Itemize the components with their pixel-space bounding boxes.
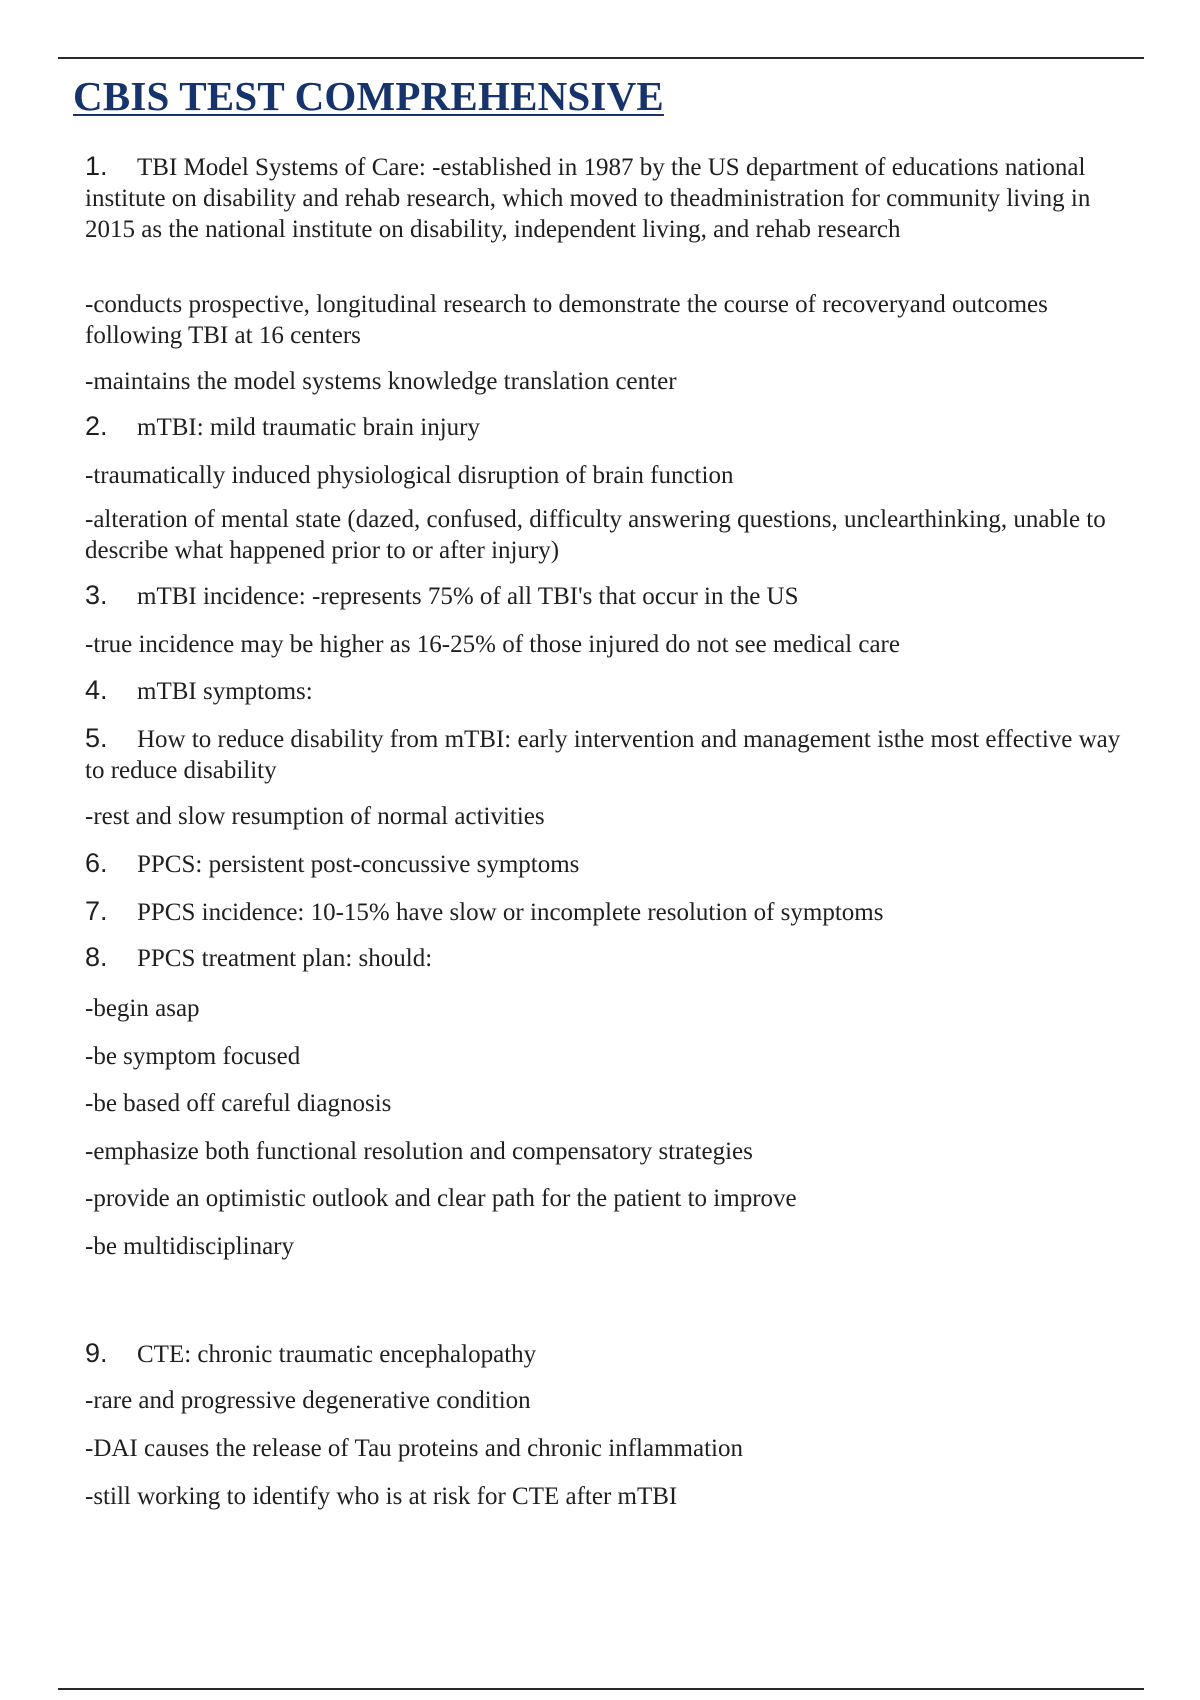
top-rule — [58, 57, 1144, 59]
item-8-note-4: -emphasize both functional resolution and compensatory strategies — [85, 1138, 753, 1165]
item-text: mTBI: mild traumatic brain injury — [137, 414, 480, 441]
item-text: TBI Model Systems of Care: -established in 1987 by the US department of educations national institute on disability and rehab research, which moved to theadministration for community living in 2015 as the national institute on disability, independent living, and rehab research — [85, 154, 1091, 243]
item-number: 3. — [85, 580, 108, 610]
item-8-note-1: -begin asap — [85, 995, 200, 1022]
item-number: 6. — [85, 848, 108, 878]
item-text: CTE: chronic traumatic encephalopathy — [137, 1341, 537, 1368]
item-9-note-1: -rare and progressive degenerative condition — [85, 1387, 531, 1414]
item-1-note-1: -conducts prospective, longitudinal research to demonstrate the course of recoveryand outcomes following TBI at 16 centers — [85, 291, 1048, 349]
item-number: 8. — [85, 942, 108, 972]
item-5 — [85, 723, 1145, 786]
item-3-note-1: -true incidence may be higher as 16-25% of those injured do not see medical care — [85, 631, 900, 658]
item-4 — [85, 675, 1145, 707]
item-number: 1. — [85, 151, 108, 181]
item-9-note-2: -DAI causes the release of Tau proteins and chronic inflammation — [85, 1435, 743, 1462]
item-2 — [85, 411, 1145, 443]
item-9 — [85, 1338, 1145, 1370]
document-title: CBIS TEST COMPREHENSIVE — [73, 73, 664, 119]
item-2-note-1: -traumatically induced physiological disruption of brain function — [85, 462, 734, 489]
item-6 — [85, 848, 1145, 880]
item-8-note-2: -be symptom focused — [85, 1043, 301, 1070]
item-3 — [85, 580, 1145, 612]
item-text: PPCS incidence: 10-15% have slow or incomplete resolution of symptoms — [137, 899, 884, 926]
item-7 — [85, 896, 1145, 928]
item-8 — [85, 942, 1145, 974]
item-1-note-2: -maintains the model systems knowledge translation center — [85, 368, 677, 395]
item-number: 5. — [85, 723, 108, 753]
item-number: 7. — [85, 896, 108, 926]
bottom-rule — [58, 1688, 1144, 1690]
item-1 — [85, 151, 1145, 245]
item-number: 4. — [85, 675, 108, 705]
item-number: 9. — [85, 1338, 108, 1368]
item-8-note-6: -be multidisciplinary — [85, 1233, 294, 1260]
item-text: PPCS treatment plan: should: — [137, 945, 433, 972]
item-8-note-5: -provide an optimistic outlook and clear path for the patient to improve — [85, 1185, 797, 1212]
item-9-note-3: -still working to identify who is at risk for CTE after mTBI — [85, 1483, 678, 1510]
item-8-note-3: -be based off careful diagnosis — [85, 1090, 392, 1117]
item-text: mTBI symptoms: — [137, 678, 313, 705]
item-text: How to reduce disability from mTBI: early intervention and management isthe most effective way to reduce disability — [85, 726, 1121, 784]
item-2-note-2: -alteration of mental state (dazed, confused, difficulty answering questions, unclearthinking, unable to describe what happened prior to or after injury) — [85, 506, 1106, 564]
item-text: mTBI incidence: -represents 75% of all TBI's that occur in the US — [137, 583, 799, 610]
item-number: 2. — [85, 411, 108, 441]
item-text: PPCS: persistent post-concussive symptoms — [137, 851, 580, 878]
item-5-note-1: -rest and slow resumption of normal activities — [85, 803, 545, 830]
